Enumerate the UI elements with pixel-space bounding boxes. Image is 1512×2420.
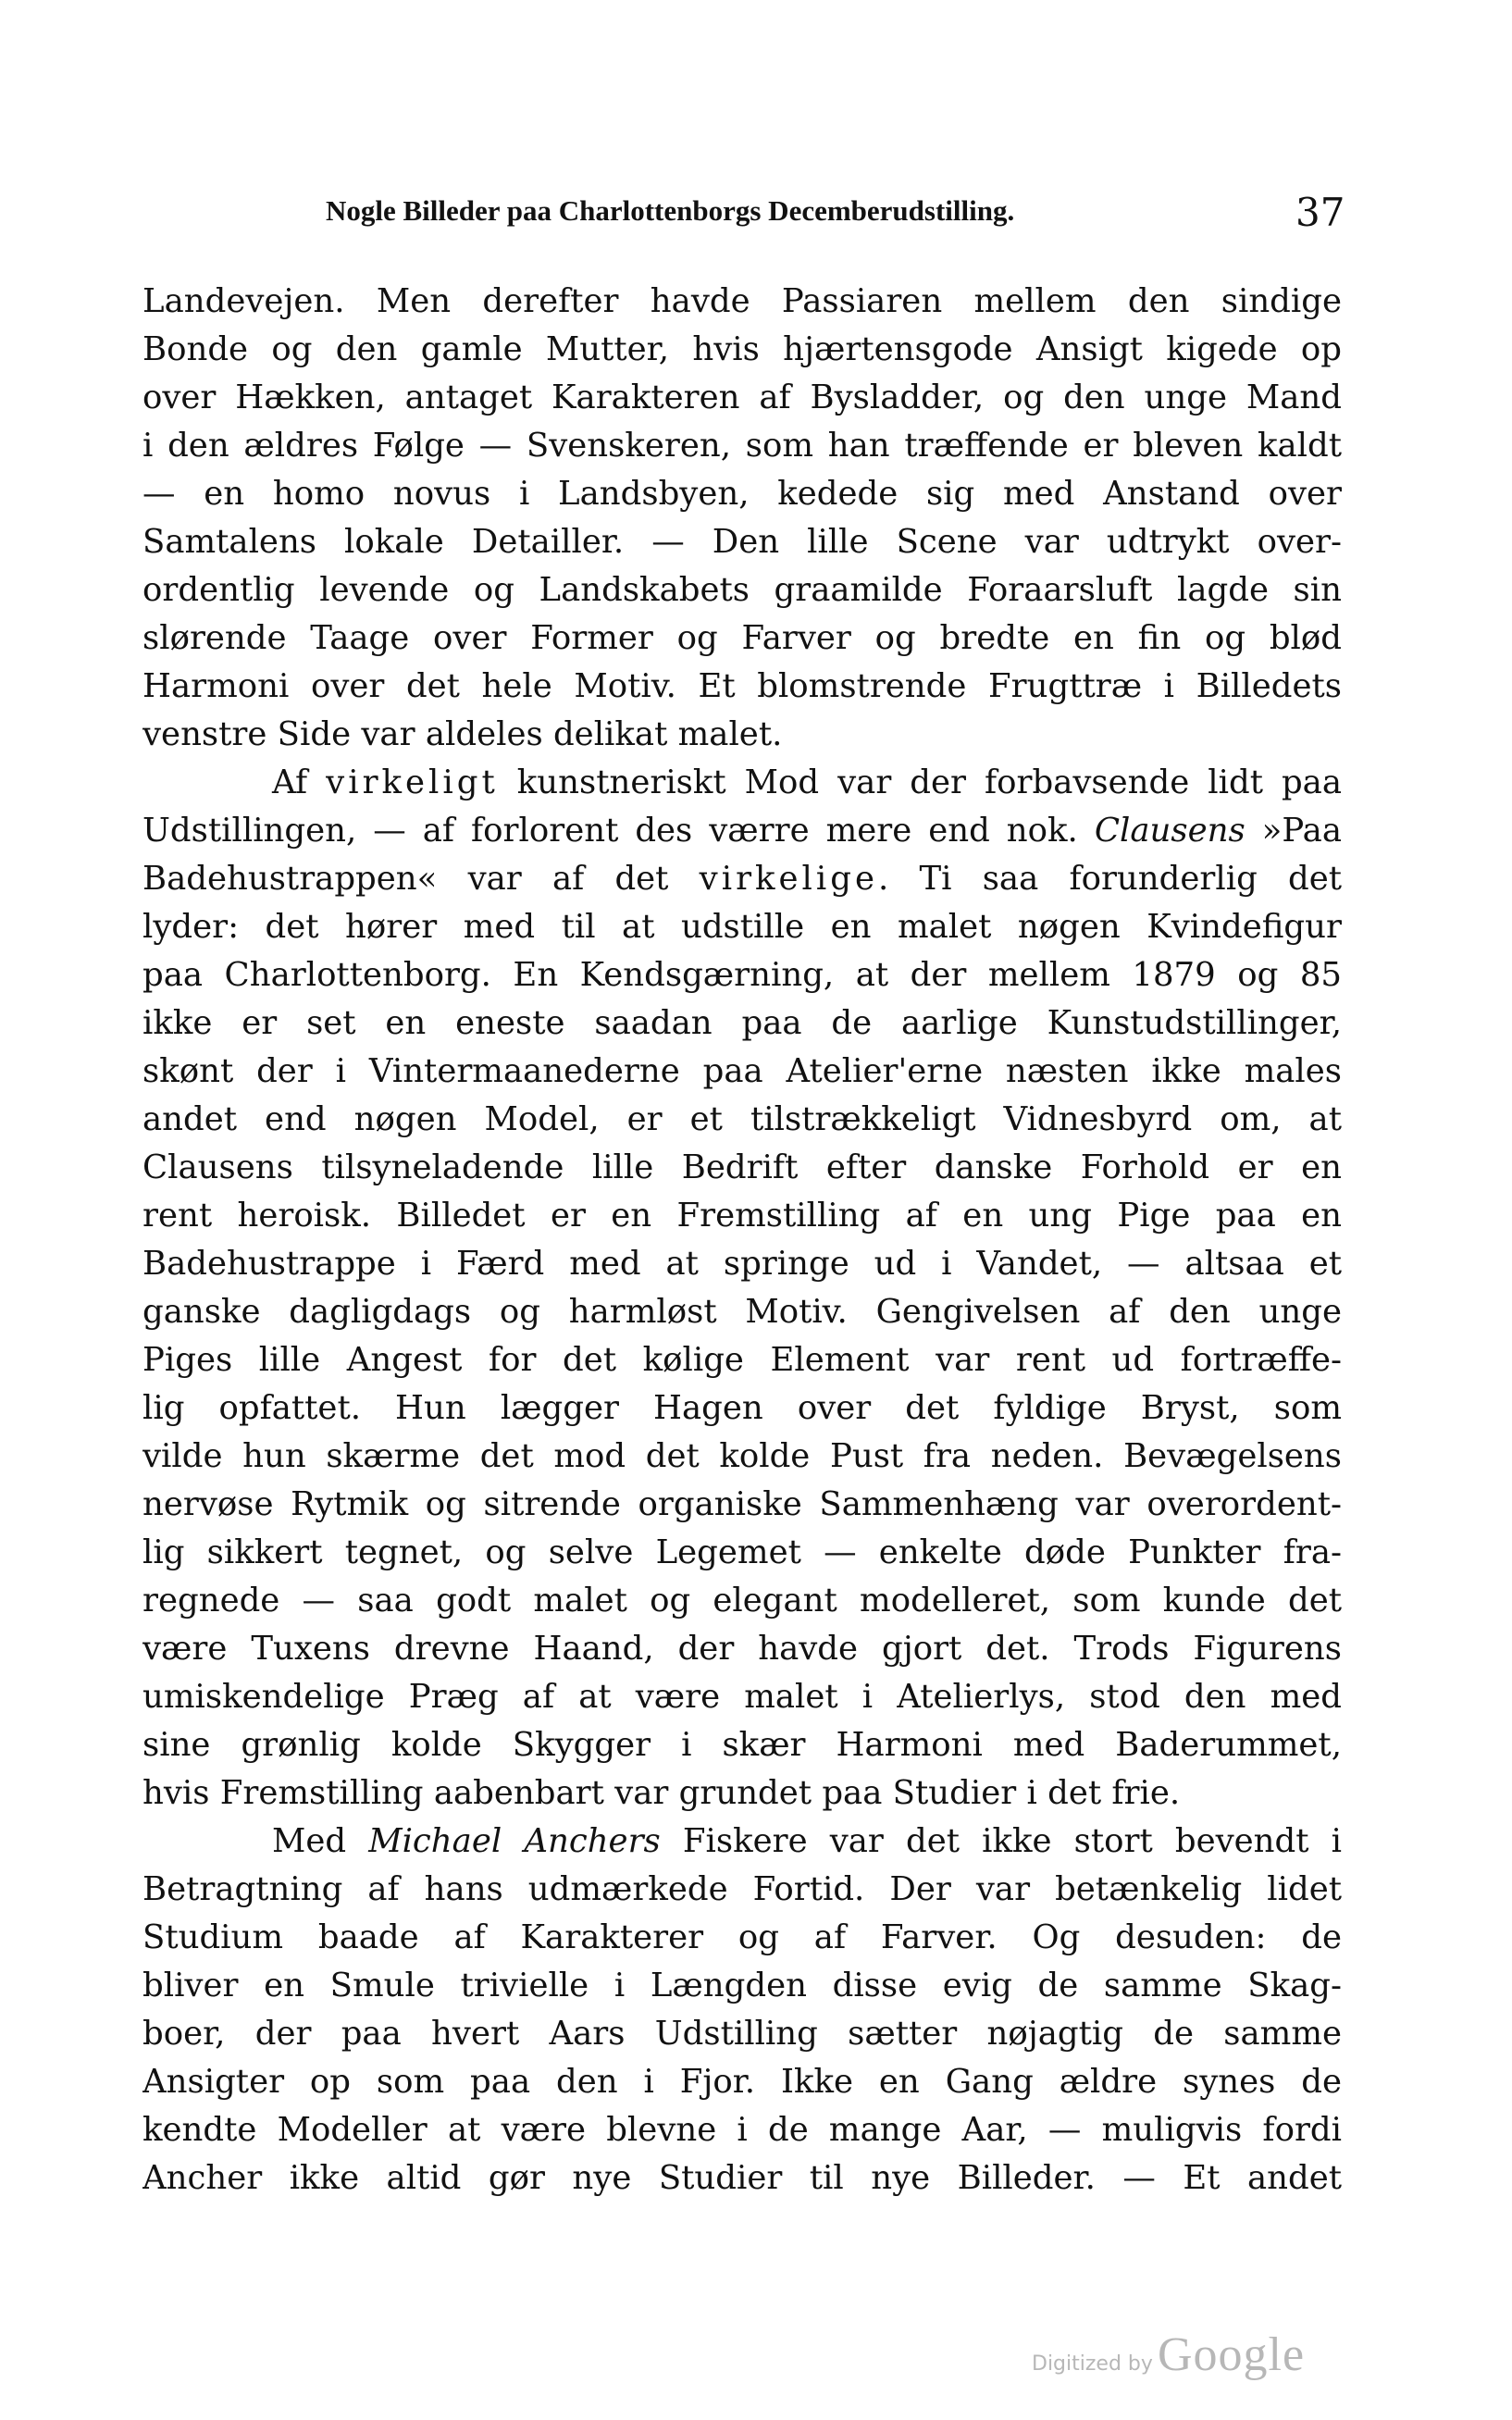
body-text <box>143 278 1342 2203</box>
text-line: Samtalens lokale Detailler. — Den lille Scene var udtrykt over- <box>143 523 1342 561</box>
text-line: vilde hun skærme det mod det kolde Pust fra neden. Bevægelsens <box>143 1437 1342 1475</box>
text-line: Piges lille Angest for det kølige Element var rent ud fortræffe- <box>143 1341 1342 1379</box>
text-line: ordentlig levende og Landskabets graamilde Foraarsluft lagde sin <box>143 571 1342 609</box>
text-line: lig sikkert tegnet, og selve Legemet — enkelte døde Punkter fra- <box>143 1533 1342 1571</box>
text-run: Fiskere var det ikke stort bevendt i <box>660 1822 1342 1860</box>
text-run: »Paa <box>1245 812 1342 850</box>
text-run: Med <box>272 1822 369 1860</box>
text-line: boer, der paa hvert Aars Udstilling sætter nøjagtig de samme <box>143 2015 1342 2053</box>
text-line: rent heroisk. Billedet er en Fremstilling af en ung Pige paa en <box>143 1197 1342 1235</box>
text-line <box>143 807 1342 855</box>
text-line: Badehustrappe i Færd med at springe ud i Vandet, — altsaa et <box>143 1245 1342 1283</box>
text-run: kunstneriskt Mod var der forbavsende lidt paa <box>498 763 1342 801</box>
text-line: Studium baade af Karakterer og af Farver. Og desuden: de <box>143 1918 1342 1956</box>
running-header: Nogle Billeder paa Charlottenborgs Decemberudstilling. <box>326 194 1015 227</box>
text-line: Ansigter op som paa den i Fjor. Ikke en Gang ældre synes de <box>143 2063 1342 2101</box>
text-line <box>143 759 1342 807</box>
text-run: Af <box>272 763 327 801</box>
digitized-watermark <box>1032 2327 1305 2382</box>
text-line: lig opfattet. Hun lægger Hagen over det fyldige Bryst, som <box>143 1389 1342 1427</box>
emphasis-italic: Michael Anchers <box>368 1822 661 1860</box>
text-line: Betragtning af hans udmærkede Fortid. Der var betænkelig lidet <box>143 1870 1342 1908</box>
text-line: Clausens tilsyneladende lille Bedrift efter danske Forhold er en <box>143 1148 1342 1186</box>
text-line: nervøse Rytmik og sitrende organiske Sammenhæng var overordent- <box>143 1485 1342 1523</box>
text-run: Udstillingen, — af forlorent des værre mere end nok. <box>143 812 1078 850</box>
text-line: over Hækken, antaget Karakteren af Bysladder, og den unge Mand <box>143 379 1342 416</box>
emphasis-spaced: virkeligt <box>326 763 499 801</box>
text-line: slørende Taage over Former og Farver og bredte en fin og blød <box>143 619 1342 657</box>
text-run: . Ti saa forunderlig det <box>878 860 1342 898</box>
text-line: hvis Fremstilling aabenbart var grundet paa Studier i det frie. <box>143 1774 1181 1812</box>
text-line: Harmoni over det hele Motiv. Et blomstrende Frugttræ i Billedets <box>143 667 1342 705</box>
text-line: regnede — saa godt malet og elegant modelleret, som kunde det <box>143 1582 1342 1620</box>
text-line <box>143 855 1342 903</box>
text-line: være Tuxens drevne Haand, der havde gjort det. Trods Figurens <box>143 1630 1342 1668</box>
text-line: skønt der i Vintermaanederne paa Atelier'erne næsten ikke males <box>143 1052 1342 1090</box>
text-line: kendte Modeller at være blevne i de mange Aar, — muligvis fordi <box>143 2111 1342 2149</box>
digitized-label: Digitized by <box>1032 2352 1153 2376</box>
text-line: i den ældres Følge — Svenskeren, som han træffende er bleven kaldt <box>143 427 1342 465</box>
text-line: paa Charlottenborg. En Kendsgærning, at der mellem 1879 og 85 <box>143 956 1342 994</box>
text-line: Bonde og den gamle Mutter, hvis hjærtensgode Ansigt kigede op <box>143 330 1342 368</box>
text-line: andet end nøgen Model, er et tilstrækkeligt Vidnesbyrd om, at <box>143 1100 1342 1138</box>
google-logo: Google <box>1158 2328 1306 2381</box>
page-number: 37 <box>1295 190 1345 235</box>
text-line: Ancher ikke altid gør nye Studier til nye Billeder. — Et andet <box>143 2159 1342 2197</box>
text-line: lyder: det hører med til at udstille en malet nøgen Kvindefigur <box>143 908 1342 946</box>
text-line <box>143 1818 1342 1866</box>
text-line: ganske dagligdags og harmløst Motiv. Gengivelsen af den unge <box>143 1293 1342 1331</box>
text-line: sine grønlig kolde Skygger i skær Harmoni med Baderummet, <box>143 1726 1342 1764</box>
text-line: Landevejen. Men derefter havde Passiaren mellem den sindige <box>143 282 1342 320</box>
text-line: — en homo novus i Landsbyen, kedede sig med Anstand over <box>143 475 1342 513</box>
emphasis-spaced: virkelige <box>699 860 878 898</box>
text-line: bliver en Smule trivielle i Længden disse evig de samme Skag- <box>143 1967 1342 2004</box>
text-line: venstre Side var aldeles delikat malet. <box>143 715 783 753</box>
text-line: umiskendelige Præg af at være malet i Atelierlys, stod den med <box>143 1678 1342 1716</box>
text-line: ikke er set en eneste saadan paa de aarlige Kunstudstillinger, <box>143 1004 1342 1042</box>
emphasis-italic: Clausens <box>1094 812 1246 850</box>
text-run: Badehustrappen« var af det <box>143 860 700 898</box>
